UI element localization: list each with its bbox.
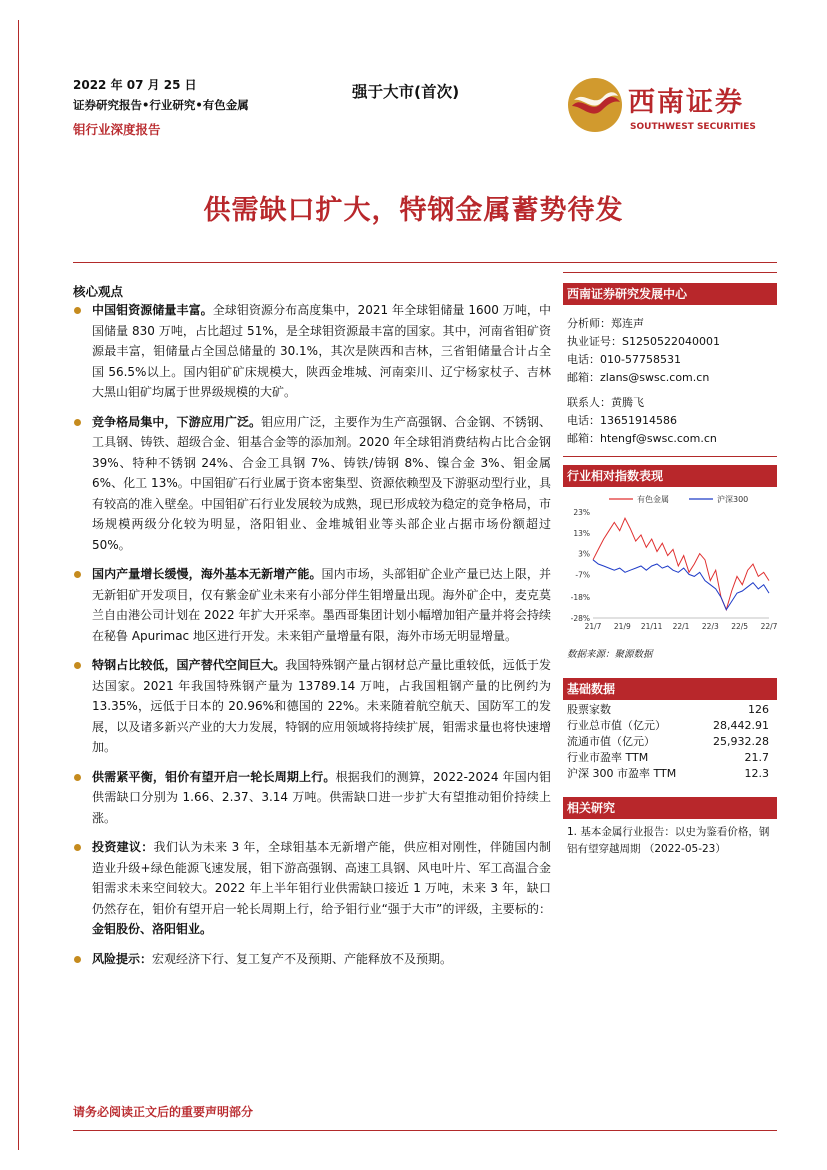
chart-legend: [609, 494, 748, 504]
series-line-nonferrous: [593, 518, 769, 610]
basic-row: 流通市值（亿元） 25,932.28: [567, 735, 769, 748]
contact-info: [567, 394, 717, 448]
related-research-link[interactable]: 1. 基本金属行业报告：以史为鉴看价格，钢铝有望穿越周期 （2022-05-23）: [567, 826, 770, 855]
core-heading: 核心观点: [73, 284, 124, 299]
analyst-license: 执业证号：S1250522040001: [567, 335, 720, 348]
contact-name: 联系人：黄腾飞: [567, 396, 644, 409]
y-tick-label: 23%: [573, 508, 590, 517]
report-title: 供需缺口扩大，特钢金属蓄势待发: [203, 195, 624, 226]
basic-row: 行业总市值（亿元） 28,442.91: [567, 719, 769, 732]
x-tick-label: 21/11: [640, 622, 663, 631]
analyst-name: 分析师：郑连声: [567, 317, 644, 330]
perf-top-rule: [563, 456, 777, 457]
report-subtitle: 钼行业深度报告: [73, 122, 161, 137]
legend-label-nonferrous: 有色金属: [637, 495, 669, 504]
core-bullets: [73, 300, 551, 978]
legend-label-csi300: 沪深300: [717, 495, 749, 504]
basic-data-head: 基础数据: [563, 678, 777, 700]
x-tick-label: 22/5: [731, 622, 749, 631]
basic-row: 行业市盈率 TTM 21.7: [567, 751, 769, 764]
bullet-investment: 投资建议：我们认为未来 3 年，全球钼基本无新增产能，供应相对刚性，伴随国内制造业升级+绿色能源飞速发展，钼下游高强钢、高速工具钢、风电叶片、军工高温合金钼需求未来空间较大。2022 年上半年钼行业供需缺口接近 1 万吨，未来 3 年，缺口仍然存在，钼价有望开启一轮长周期上行，给予钼行业“强于大市”的评级，主要标的：金钼股份、洛阳钼业。: [73, 837, 551, 940]
y-tick-label: 13%: [573, 528, 590, 538]
footer-disclaimer[interactable]: 请务必阅读正文后的重要声明部分: [73, 1105, 254, 1119]
basic-row: 股票家数 126: [567, 703, 769, 716]
industry-rating: 强于大市(首次): [352, 83, 460, 101]
bullet-reserves: 中国钼资源储量丰富。全球钼资源分布高度集中，2021 年全球钼储量 1600 万吨，中国储量 830 万吨，占比超过 51%，是全球钼资源最丰富的国家。其中，河南省钼矿资源最丰富，钼储量占全国总储量的 30.1%，其次是陕西和吉林，三省钼储量合计占全国 56.5%以上。国内钼矿矿床规模大，陕西金堆城、河南栾川、辽宁杨家杖子、吉林大黑山钼矿均属于世界级规模的大矿。: [73, 300, 551, 403]
report-date: 2022 年 07 月 25 日: [73, 78, 197, 92]
y-tick-label: 3%: [578, 549, 590, 559]
bullet-production: 国内产量增长缓慢，海外基本无新增产能。国内市场，头部钼矿企业产量已达上限，并无新钼矿开发项目，仅有紫金矿业未来有小部分伴生钼增量出现。海外矿企中，麦克莫兰自由港公司计划在 2022 年扩大开采率。墨西哥集团计划小幅增加钼产量并将会持续在秘鲁 Apurimac 地区进行开发。未来钼产量增量有限，海外市场无明显增量。: [73, 564, 551, 646]
bullet-supply-demand: 供需紧平衡，钼价有望开启一轮长周期上行。根据我们的测算，2022-2024 年国内钼供需缺口分别为 1.66、2.37、3.14 万吨。供需缺口进一步扩大有望推动钼价持续上涨。: [73, 767, 551, 829]
analyst-info: [567, 315, 720, 387]
research-center-head: 西南证券研究发展中心: [563, 283, 777, 305]
x-tick-label: 22/7: [760, 622, 777, 631]
contact-phone: 电话：13651914586: [567, 414, 677, 427]
analyst-phone: 电话：010-57758531: [567, 353, 681, 366]
contact-email: 邮箱：htengf@swsc.com.cn: [567, 432, 717, 445]
x-tick-label: 22/3: [701, 622, 719, 631]
y-tick-label: -28%: [570, 614, 590, 623]
basic-data-table: [567, 702, 769, 782]
x-tick-label: 21/7: [584, 622, 602, 631]
analyst-email: 邮箱：zlans@swsc.com.cn: [567, 371, 710, 384]
x-tick-label: 22/1: [672, 622, 690, 631]
logo-name-en: SOUTHWEST SECURITIES: [630, 122, 756, 132]
sidebar-top-rule: [563, 272, 777, 273]
y-tick-label: -7%: [575, 570, 590, 580]
bullet-competition: 竞争格局集中，下游应用广泛。钼应用广泛，主要作为生产高强钢、合金钢、不锈钢、工具钢、铸铁、超级合金、钼基合金等的添加剂。2020 年全球钼消费结构占比合金钢 39%、特种不锈钢 24%、合金工具钢 7%、铸铁/铸钢 8%、镍合金 3%、钼金属 6%、化工 13%。中国钼矿石行业属于资本密集型、资源依赖型及下游驱动型行业，具有较高的准入壁垒。中国钼矿石行业发展较为成熟，现已形成较为稳定的竞争格局，市场规模两级分化较为明显，洛阳钼业、金堆城钼业等头部企业占据市场份额超过 50%。: [73, 412, 551, 556]
title-divider: [73, 262, 777, 263]
relative-performance-chart: [563, 490, 777, 640]
bullet-risk: 风险提示：宏观经济下行、复工复产不及预期、产能释放不及预期。: [73, 949, 551, 970]
logo-name-cn: 西南证券: [628, 87, 744, 118]
footer-rule: [73, 1130, 777, 1131]
related-research-head: 相关研究: [563, 797, 777, 819]
chart-source: 数据来源：聚源数据: [567, 649, 653, 660]
y-tick-label: -18%: [570, 593, 590, 603]
logo-emblem-icon: [566, 76, 624, 134]
report-type: 证券研究报告•行业研究•有色金属: [73, 98, 249, 112]
x-tick-label: 21/9: [613, 622, 631, 631]
basic-row: 沪深 300 市盈率 TTM 12.3: [567, 767, 769, 780]
bullet-special-steel: 特钢占比较低，国产替代空间巨大。我国特殊钢产量占钢材总产量比重较低，远低于发达国家。2021 年我国特殊钢产量为 13789.14 万吨，占我国粗钢产量的比例约为 13.35%，远低于日本的 20.96%和德国的 22%。未来随着航空航天、国防军工的发展，以及诸多新兴产业的大力发展，特钢的应用领域将持续扩展，钼需求量也将快速增加。: [73, 655, 551, 758]
perf-head: 行业相对指数表现: [563, 465, 777, 487]
company-logo: [566, 76, 766, 134]
